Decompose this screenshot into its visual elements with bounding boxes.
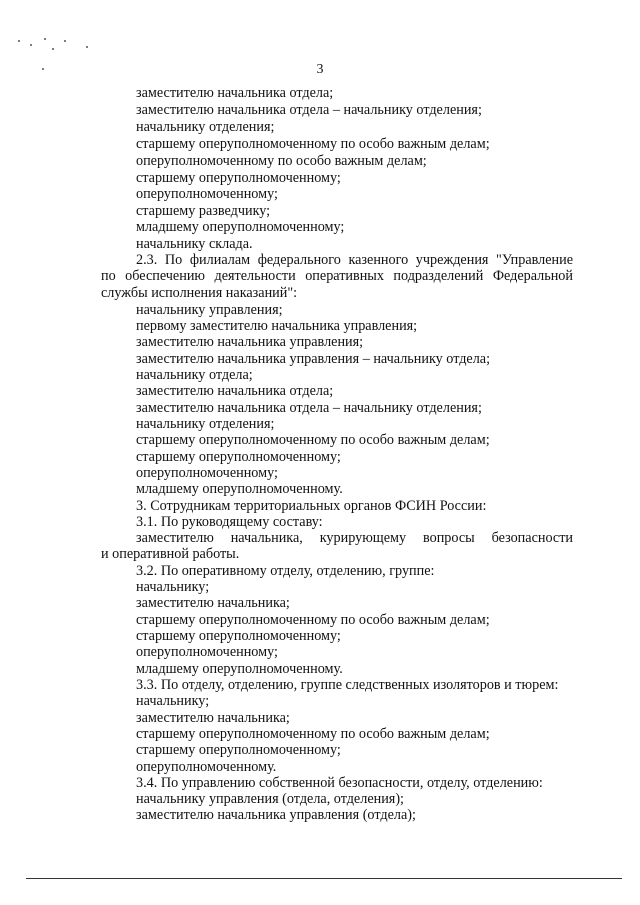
text-line: старшему оперуполномоченному; xyxy=(136,170,341,186)
text-line: старшему оперуполномоченному по особо важным делам; xyxy=(136,432,490,448)
text-line: начальнику склада. xyxy=(136,236,253,252)
text-line: старшему оперуполномоченному; xyxy=(136,742,341,758)
section-heading: 3. Сотрудникам территориальных органов ФСИН России: xyxy=(136,498,487,514)
text-line: старшему оперуполномоченному; xyxy=(136,628,341,644)
text-line: заместителю начальника управления (отдела); xyxy=(136,807,416,823)
text-line: старшему оперуполномоченному по особо важным делам; xyxy=(136,726,490,742)
section-heading: 3.2. По оперативному отделу, отделению, группе: xyxy=(136,563,435,579)
text-line: старшему оперуполномоченному по особо важным делам; xyxy=(136,612,490,628)
text-line: заместителю начальника отдела; xyxy=(136,85,334,101)
text-line: заместителю начальника; xyxy=(136,595,290,611)
section-heading: 3.4. По управлению собственной безопасности, отделу, отделению: xyxy=(136,775,543,791)
text-line: младшему оперуполномоченному. xyxy=(136,481,343,497)
text-line: начальнику отделения; xyxy=(136,119,275,135)
bottom-rule xyxy=(26,878,622,879)
text-line: заместителю начальника управления; xyxy=(136,334,364,350)
page-number: 3 xyxy=(316,62,324,77)
scan-artifact xyxy=(86,46,88,48)
text-line: и оперативной работы. xyxy=(101,546,240,562)
text-line: начальнику; xyxy=(136,693,210,709)
scan-artifact xyxy=(18,40,20,42)
text-line: оперуполномоченному; xyxy=(136,186,278,202)
text-line: заместителю начальника отдела – начальнику отделения; xyxy=(136,400,482,416)
text-line: начальнику; xyxy=(136,579,210,595)
text-line: заместителю начальника; xyxy=(136,710,290,726)
text-line: младшему оперуполномоченному. xyxy=(136,661,343,677)
section-heading: 3.1. По руководящему составу: xyxy=(136,514,323,530)
text-line: оперуполномоченному. xyxy=(136,759,277,775)
section-heading: службы исполнения наказаний": xyxy=(101,285,298,301)
text-line: заместителю начальника управления – начальнику отдела; xyxy=(136,351,491,367)
scan-artifact xyxy=(42,68,44,70)
text-line: заместителю начальника отдела; xyxy=(136,383,334,399)
text-line: начальнику управления; xyxy=(136,302,283,318)
scan-artifact xyxy=(44,38,46,40)
text-line: заместителю начальника, курирующему вопросы безопасности xyxy=(136,530,573,546)
text-line: старшему оперуполномоченному по особо важным делам; xyxy=(136,136,490,152)
text-line: оперуполномоченному; xyxy=(136,644,278,660)
text-line: заместителю начальника отдела – начальнику отделения; xyxy=(136,102,482,118)
scan-artifact xyxy=(30,44,32,46)
section-heading: 2.3. По филиалам федерального казенного учреждения "Управление xyxy=(136,252,573,268)
section-heading: 3.3. По отделу, отделению, группе следственных изоляторов и тюрем: xyxy=(136,677,559,693)
text-line: младшему оперуполномоченному; xyxy=(136,219,345,235)
scan-artifact xyxy=(64,40,66,42)
text-line: оперуполномоченному; xyxy=(136,465,278,481)
section-heading: по обеспечению деятельности оперативных подразделений Федеральной xyxy=(101,268,573,284)
text-line: старшему разведчику; xyxy=(136,203,271,219)
scan-artifact xyxy=(52,48,54,50)
text-line: начальнику отдела; xyxy=(136,367,253,383)
text-line: оперуполномоченному по особо важным делам; xyxy=(136,153,427,169)
text-line: начальнику отделения; xyxy=(136,416,275,432)
text-line: начальнику управления (отдела, отделения); xyxy=(136,791,404,807)
text-line: старшему оперуполномоченному; xyxy=(136,449,341,465)
text-line: первому заместителю начальника управления; xyxy=(136,318,418,334)
